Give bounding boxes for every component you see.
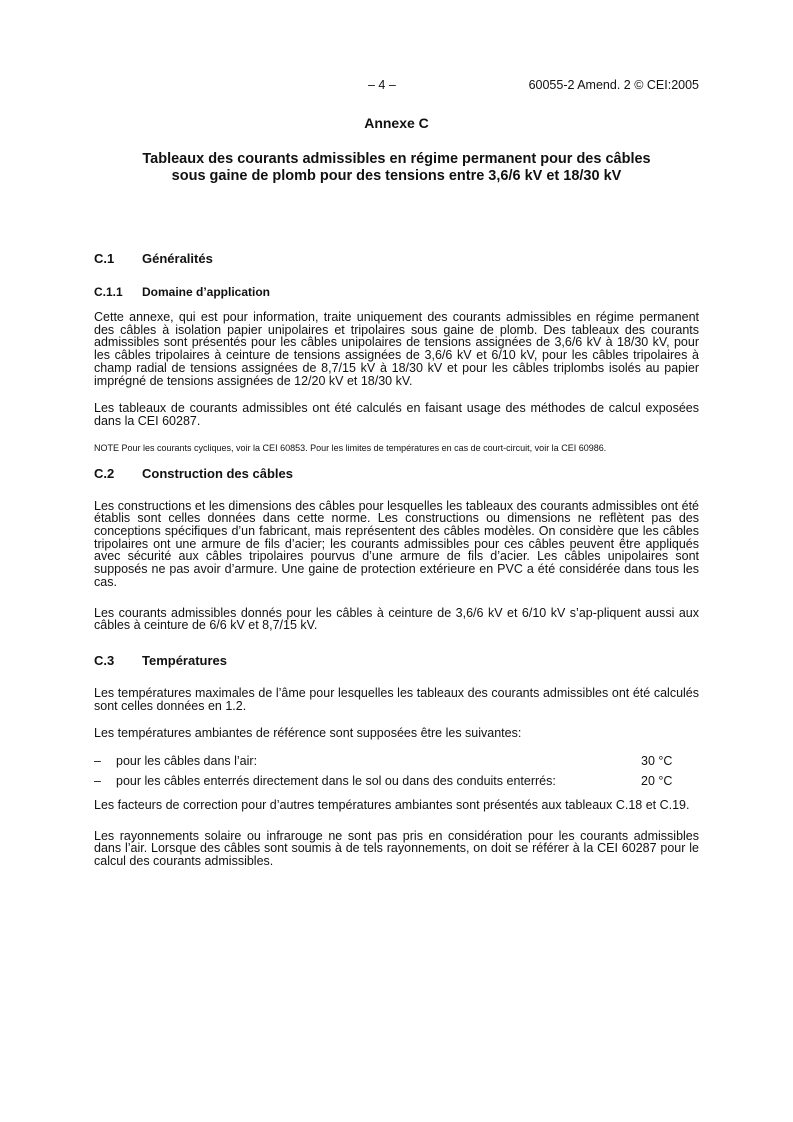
list-item-value: 30 °C xyxy=(641,754,673,769)
document-reference: 60055-2 Amend. 2 © CEI:2005 xyxy=(528,78,699,92)
section-title: Généralités xyxy=(142,251,213,266)
list-item-text: pour les câbles enterrés directement dans le sol ou dans des conduits enterrés: xyxy=(116,774,556,789)
section-c2-heading xyxy=(94,466,699,482)
document-body xyxy=(94,251,699,883)
section-title: Températures xyxy=(142,652,228,668)
list-item-text: pour les câbles dans l’air: xyxy=(116,754,258,769)
list-dash: – xyxy=(94,754,101,769)
section-number: C.3 xyxy=(94,652,115,668)
c3-paragraph-2: Les températures ambiantes de référence sont supposées être les suivantes: xyxy=(94,726,522,741)
list-item xyxy=(94,755,699,768)
c2-paragraph-2: Les courants admissibles donnés pour les câbles à ceinture de 3,6/6 kV et 6/10 kV s’ap-pliquent aussi aux câbles à ceinture de 6/6 kV et 8,7/15 kV. xyxy=(94,605,699,633)
subsection-title: Domaine d’application xyxy=(142,285,271,299)
section-number: C.1 xyxy=(94,251,115,266)
main-title-line-1: Tableaux des courants admissibles en régime permanent pour des câbles xyxy=(142,151,651,167)
c2-paragraph-1: Les constructions et les dimensions des câbles pour lesquelles les tableaux des courants admissibles ont été établis sont celles données dans cette norme. Les constructions ou dimensions ne reflètent pas des conceptions spécifiques d’un fabricant, mais représentent des câbles modèles. On considère que les câbles tripolaires ont une armure de fils d’acier; les courants admissibles pour ces câbles peuvent être appliqués avec sécurité aux câbles tripolaires pourvus d’une armure de fils d’acier. Les câbles unipolaires sont supposés ne pas avoir d’armure. Une gaine de protection extérieure en PVC a été considérée dans tous les cas. xyxy=(94,498,699,589)
c3-paragraph-3: Les facteurs de correction pour d’autres températures ambiantes sont présentés aux tableaux C.18 et C.19. xyxy=(94,798,690,813)
main-title xyxy=(94,151,699,185)
list-item-value: 20 °C xyxy=(641,774,673,789)
c11-paragraph-1: Cette annexe, qui est pour information, traite uniquement des courants admissibles en régime permanent des câbles à isolation papier unipolaires et tripolaires sous gaine de plomb. Des tableaux des courants admissibles sont présentés pour les câbles unipolaires de tensions assignées de 3,6/6 kV à 18/30 kV, pour les câbles tripolaires à ceinture de tensions assignées de 3,6/6 kV et 6/10 kV, pour les câbles tripolaires à champ radial de tensions assignées de 8,7/15 kV à 18/30 kV et pour les câbles triplombs isolés au papier imprégné de tensions assignées de 12/20 kV et 18/30 kV. xyxy=(94,310,699,388)
subsection-c11-heading xyxy=(94,285,699,300)
section-c1-heading xyxy=(94,251,699,267)
list-dash: – xyxy=(94,774,101,789)
subsection-number: C.1.1 xyxy=(94,285,123,299)
page-number: – 4 – xyxy=(368,78,396,92)
main-title-line-2: sous gaine de plomb pour des tensions entre 3,6/6 kV et 18/30 kV xyxy=(171,168,622,184)
section-number: C.2 xyxy=(94,465,115,481)
page-header xyxy=(94,78,699,94)
reference-temperature-list xyxy=(94,755,699,788)
c3-paragraph-1: Les températures maximales de l’âme pour lesquelles les tableaux des courants admissibles ont été calculés sont celles données en 1.2. xyxy=(94,685,699,713)
list-item xyxy=(94,775,699,788)
c3-paragraph-4: Les rayonnements solaire ou infrarouge ne sont pas pris en considération pour les courants admissibles dans l’air. Lorsque des câbles sont soumis à de tels rayonnements, on doit se référer à la CEI 60287 pour le calcul des courants admissibles. xyxy=(94,828,699,869)
c11-note: NOTE Pour les courants cycliques, voir la CEI 60853. Pour les limites de températures en cas de court-circuit, voir la CEI 60986. xyxy=(94,442,607,453)
annex-title: Annexe C xyxy=(364,115,429,131)
c11-paragraph-2: Les tableaux de courants admissibles ont été calculés en faisant usage des méthodes de calcul exposées dans la CEI 60287. xyxy=(94,401,699,428)
section-c3-heading xyxy=(94,653,699,669)
section-title: Construction des câbles xyxy=(142,465,293,481)
